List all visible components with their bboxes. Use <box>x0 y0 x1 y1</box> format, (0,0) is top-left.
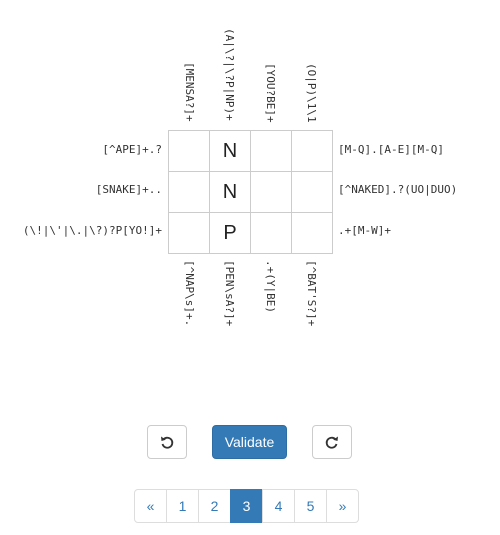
row-clue-right-2: [^NAKED].?(UO|DUO) <box>338 183 458 196</box>
grid-cell[interactable] <box>292 172 333 213</box>
column-clue-top-3: [YOU?BE]+ <box>264 63 277 123</box>
pagination-page-4[interactable]: 4 <box>262 489 295 523</box>
column-clue-bottom-1: [^NAP\s]+. <box>183 260 196 327</box>
pagination-page-3[interactable]: 3 <box>230 489 263 523</box>
grid-cell[interactable] <box>169 131 210 172</box>
column-clue-top-1: [MENSA?]+ <box>183 62 196 122</box>
pagination-page-1[interactable]: 1 <box>166 489 199 523</box>
column-clue-top-2: (A|\?|\?P|NP)+ <box>223 28 236 121</box>
grid-row <box>169 213 333 254</box>
grid-cell[interactable] <box>292 131 333 172</box>
row-clue-left-1: [^APE]+.? <box>102 143 162 156</box>
pagination-next[interactable]: » <box>326 489 359 523</box>
grid-cell[interactable]: P <box>210 213 251 254</box>
grid-row <box>169 131 333 172</box>
pagination-page-5[interactable]: 5 <box>294 489 327 523</box>
redo-icon <box>324 434 340 450</box>
row-clue-right-1: [M-Q].[A-E][M-Q] <box>338 143 444 156</box>
column-clue-bottom-4: [^BAT'S?]+ <box>305 260 318 327</box>
grid-cell[interactable] <box>169 213 210 254</box>
column-clue-bottom-2: [PEN\sA?]+ <box>223 260 236 327</box>
grid-cell[interactable] <box>251 131 292 172</box>
pagination <box>134 489 359 523</box>
row-clue-left-3: (\!|\'|\.|\?)?P[YO!]+ <box>22 224 162 237</box>
pagination-page-2[interactable]: 2 <box>198 489 231 523</box>
row-clue-right-3: .+[M-W]+ <box>338 224 391 237</box>
grid-cell[interactable] <box>251 172 292 213</box>
validate-button[interactable]: Validate <box>212 425 287 459</box>
puzzle-grid <box>168 130 333 254</box>
grid-cell[interactable] <box>251 213 292 254</box>
column-clue-top-4: (O|P)\1\1 <box>305 63 318 123</box>
column-clue-bottom-3: .+(Y|BE) <box>264 260 277 313</box>
grid-cell[interactable]: N <box>210 131 251 172</box>
row-clue-left-2: [SNAKE]+.. <box>95 183 162 196</box>
grid-cell[interactable] <box>169 172 210 213</box>
grid-row <box>169 172 333 213</box>
undo-button[interactable] <box>147 425 187 459</box>
redo-button[interactable] <box>312 425 352 459</box>
pagination-prev[interactable]: « <box>134 489 167 523</box>
undo-icon <box>159 434 175 450</box>
grid-cell[interactable] <box>292 213 333 254</box>
grid-cell[interactable]: N <box>210 172 251 213</box>
